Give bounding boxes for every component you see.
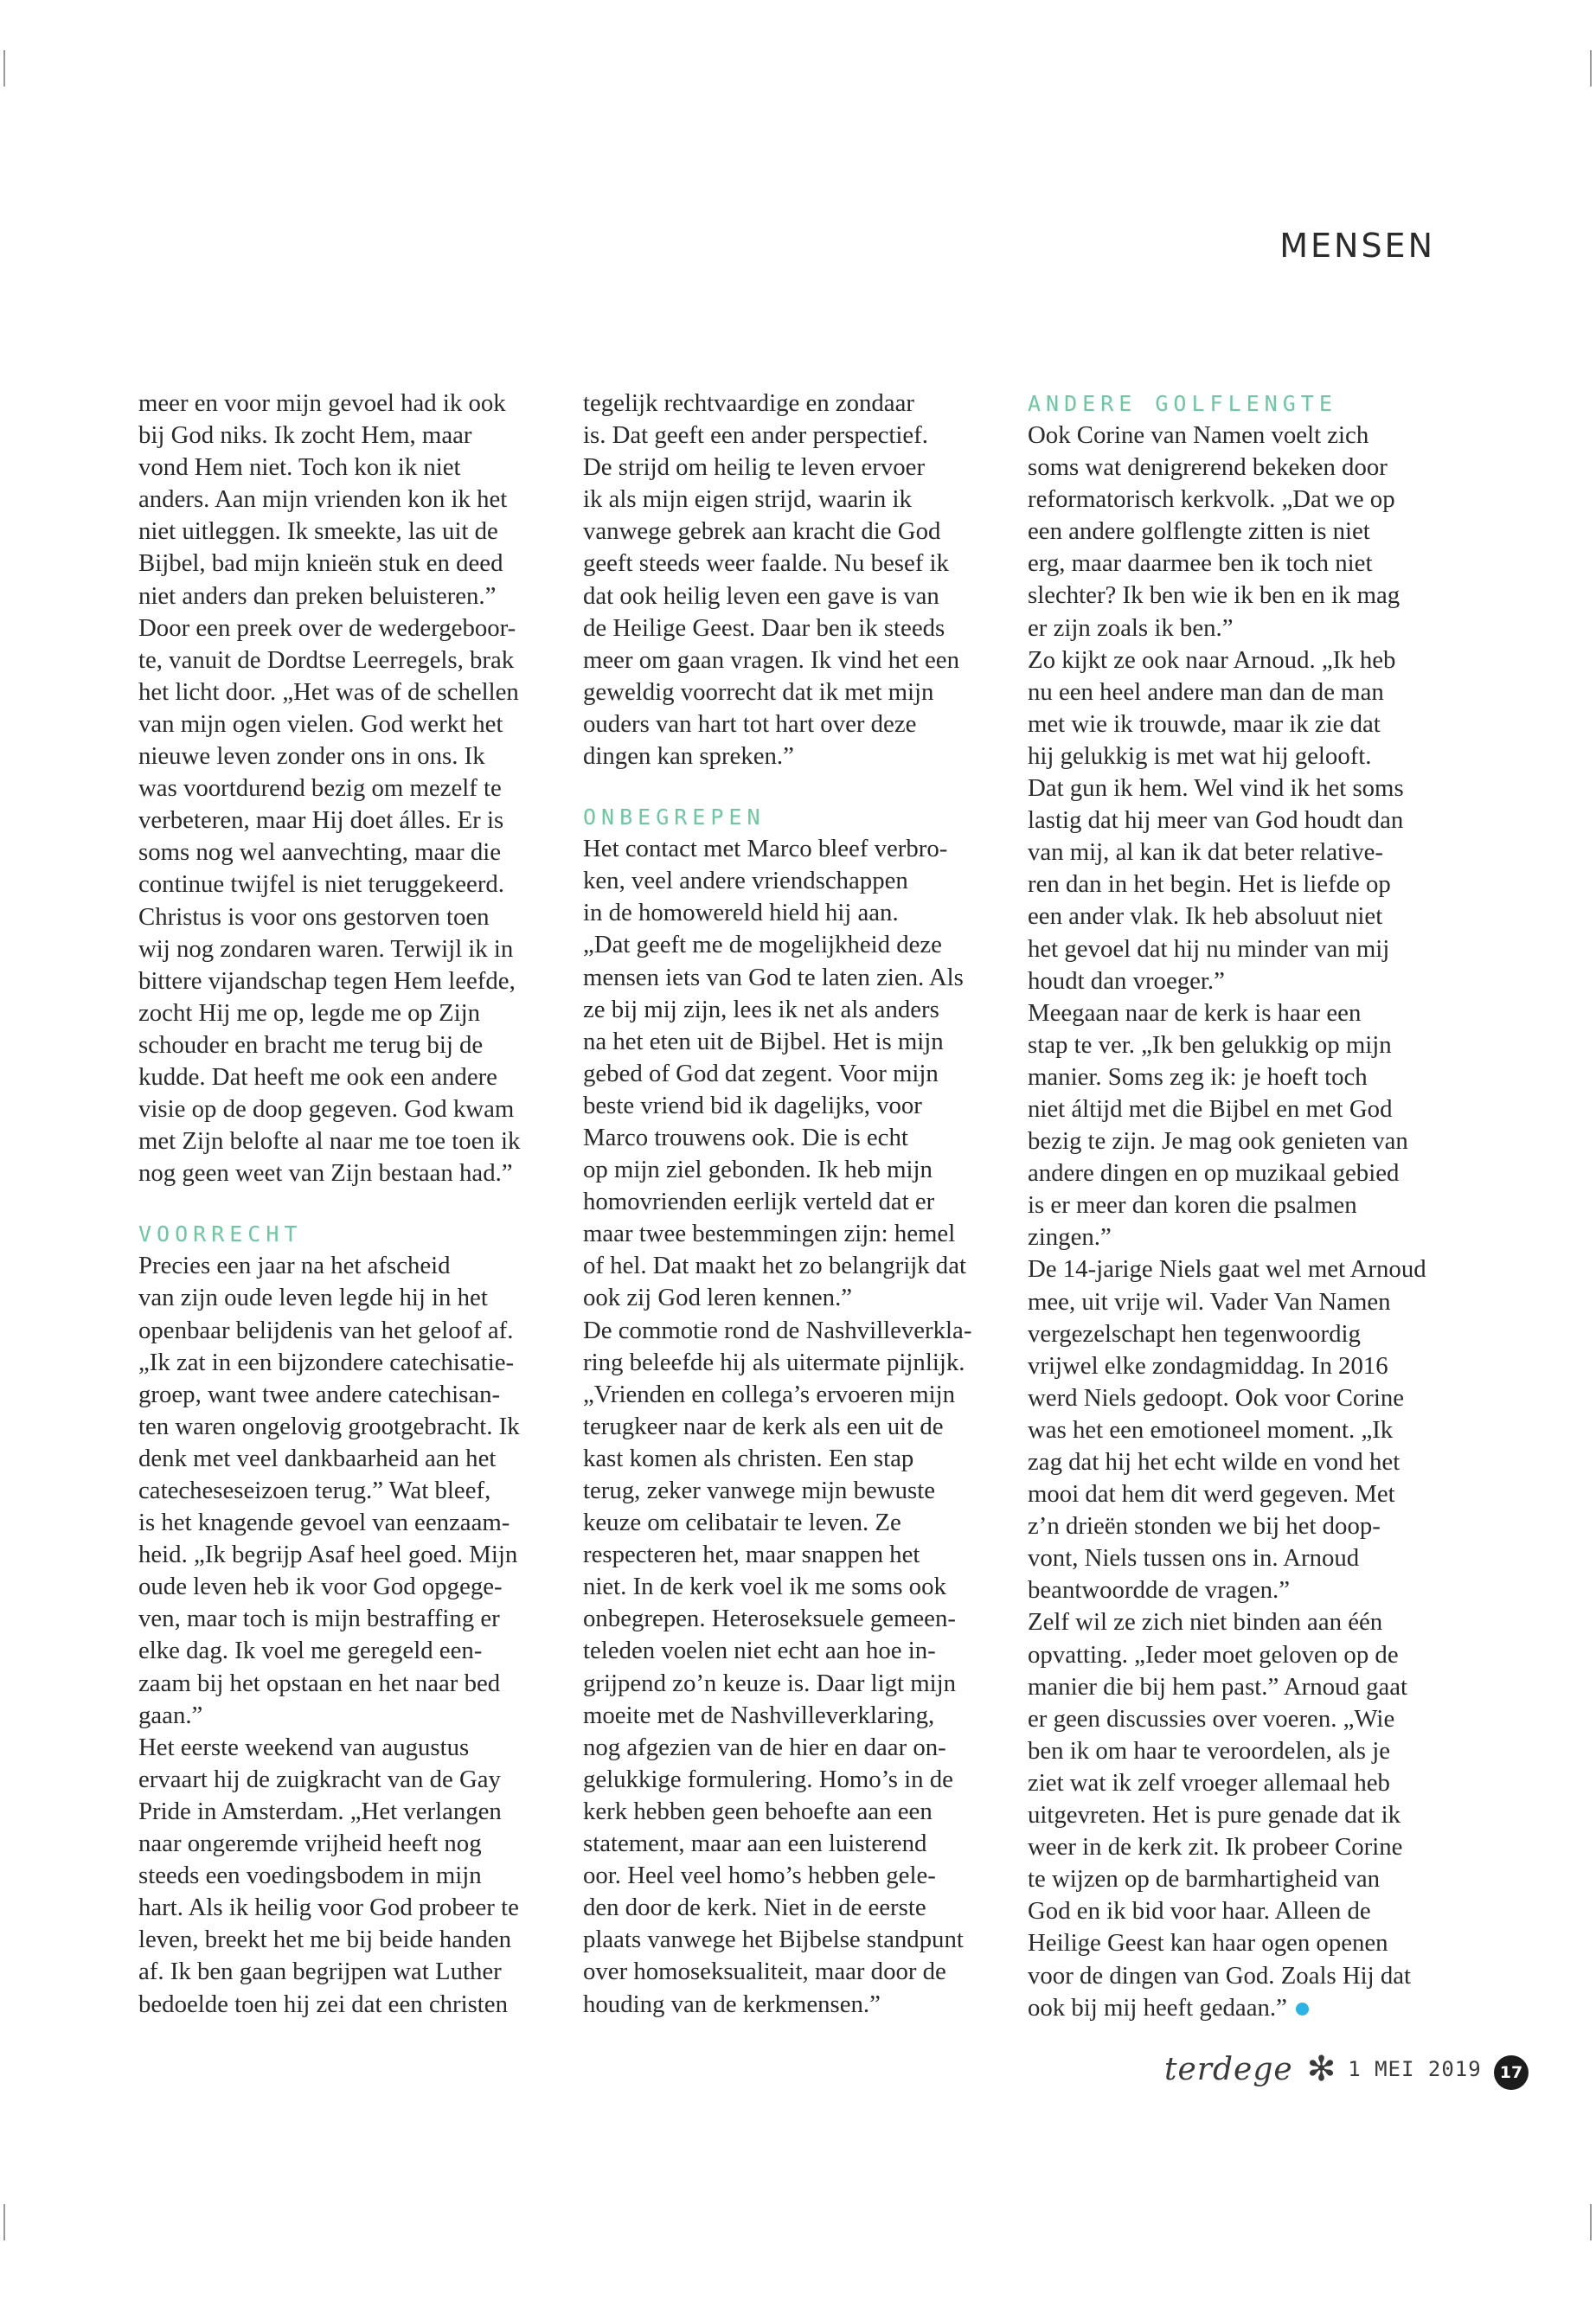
end-dot-icon bbox=[1296, 2003, 1309, 2016]
crop-mark-bottom-right bbox=[1590, 2204, 1592, 2240]
subheading-andere-golflengte: ANDERE GOLFLENGTE bbox=[1028, 391, 1337, 416]
subheading-voorrecht: VOORRECHT bbox=[138, 1221, 303, 1247]
page-number: 17 bbox=[1494, 2055, 1529, 2090]
asterisk-separator-icon: ✻ bbox=[1306, 2049, 1336, 2089]
body-paragraph: Het contact met Marco bleef verbro- ken, veel andere vriendschappen in de homowereld hield hij aan. „Dat geeft me de mogelijkheid deze mensen iets van God te laten zien. Als ze bij mij zijn, lees ik net als anders na het eten uit de Bijbel. Het is mijn gebed of God dat zegent. Voor mijn beste vriend bid ik dagelijks, voor Marco trouwens ook. Die is echt op mijn ziel gebonden. Ik heb mijn homovrienden eerlijk verteld dat er maar twee bestemmingen zijn: hemel of hel. Dat maakt het zo belangrijk dat ook zij God leren kennen.” De commotie rond de Nashvilleverkla- ring beleefde hij als uitermate pijnlijk. „Vrienden en collega’s ervoeren mijn terugkeer naar de kerk als een uit de kast komen als christen. Een stap terug, zeker vanwege mijn bewuste keuze om celibatair te leven. Ze respecteren het, maar snappen het niet. In de kerk voel ik me soms ook onbegrepen. Heteroseksuele gemeen- teleden voelen niet echt aan hoe in- grijpend zo’n keuze is. Daar ligt mijn moeite met de Nashvilleverklaring, nog afgezien van de hier en daar on- gelukkige formulering. Homo’s in de kerk hebben geen behoefte aan een statement, maar aan een luisterend oor. Heel veel homo’s hebben gele- den door de kerk. Niet in de eerste plaats vanwege het Bijbelse standpunt over homoseksualiteit, maar door de houding van de kerkmensen.” bbox=[583, 835, 972, 2018]
column-middle bbox=[583, 388, 990, 2021]
body-paragraph: Precies een jaar na het afscheid van zijn oude leven legde hij in het openbaar belijdenis van het geloof af. „Ik zat in een bijzondere catechisatie- groep, want twee andere catechisan- ten waren ongelovig grootgebracht. Ik denk met veel dankbaarheid aan het catecheseseizoen terug.” Wat bleef, is het knagende gevoel van eenzaam- heid. „Ik begrijp Asaf heel goed. Mijn oude leven heb ik voor God opgege- ven, maar toch is mijn bestraffing er elke dag. Ik voel me geregeld een- zaam bij het opstaan en het naar bed gaan.” Het eerste weekend van augustus ervaart hij de zuigkracht van de Gay Pride in Amsterdam. „Het verlangen naar ongeremde vrijheid heeft nog steeds een voedingsbodem in mijn hart. Als ik heilig voor God probeer te leven, breekt het me bij beide handen af. Ik ben gaan begrijpen wat Luther bedoelde toen hij zei dat een christen bbox=[138, 1252, 520, 2018]
column-right bbox=[1028, 388, 1434, 2024]
body-paragraph: meer en voor mijn gevoel had ik ook bij God niks. Ik zocht Hem, maar vond Hem niet. Toch kon ik niet anders. Aan mijn vrienden kon ik het niet uitleggen. Ik smeekte, las uit de Bijbel, bad mijn knieën stuk en deed niet anders dan preken beluisteren.” Door een preek over de wedergeboor- te, vanuit de Dordtse Leerregels, brak het licht door. „Het was of de schellen van mijn ogen vielen. God werkt het nieuwe leven zonder ons in ons. Ik was voortdurend bezig om mezelf te verbeteren, maar Hij doet álles. Er is soms nog wel aanvechting, maar die continue twijfel is niet teruggekeerd. Christus is voor ons gestorven toen wij nog zondaren waren. Terwijl ik in bittere vijandschap tegen Hem leefde, zocht Hij me op, legde me op Zijn schouder en bracht me terug bij de kudde. Dat heeft me ook een andere visie op de doop gegeven. God kwam met Zijn belofte al naar me toe toen ik nog geen weet van Zijn bestaan had.” bbox=[138, 389, 521, 1188]
crop-mark-top-right bbox=[1590, 50, 1592, 87]
body-paragraph bbox=[1028, 420, 1434, 2024]
body-text: Ook Corine van Namen voelt zich soms wat denigrerend bekeken door reformatorisch kerkvolk. „Dat we op een andere golflengte zitten is niet erg, maar daarmee ben ik toch niet slechter? Ik ben wie ik ben en ik mag er zijn zoals ik ben.” Zo kijkt ze ook naar Arnoud. „Ik heb nu een heel andere man dan de man met wie ik trouwde, maar ik zie dat hij gelukkig is met wat hij gelooft. Dat gun ik hem. Wel vind ik het soms lastig dat hij meer van God houdt dan van mij, al kan ik dat beter relative- ren dan in het begin. Het is liefde op een ander vlak. Ik heb absoluut niet het gevoel dat hij nu minder van mij houdt dan vroeger.” Meegaan naar de kerk is haar een stap te ver. „Ik ben gelukkig op mijn manier. Soms zeg ik: je hoeft toch niet áltijd met die Bijbel en met God bezig te zijn. Je mag ook genieten van andere dingen en op muzikaal gebied is er meer dan koren die psalmen zingen.” De 14-jarige Niels gaat wel met Arnoud mee, uit vrije wil. Vader Van Namen vergezelschapt hen tegenwoordig vrijwel elke zondagmiddag. In 2016 werd Niels gedoopt. Ook voor Corine was het een emotioneel moment. „Ik zag dat hij het echt wilde en vond het mooi dat hem dit werd gegeven. Met z’n drieën stonden we bij het doop- vont, Niels tussen ons in. Arnoud beantwoordde de vragen.” Zelf wil ze zich niet binden aan één opvatting. „Ieder moet geloven op de manier die bij hem past.” Arnoud gaat er geen discussies over voeren. „Wie ben ik om haar te veroordelen, als je ziet wat ik zelf vroeger allemaal heb uitgevreten. Het is pure genade dat ik weer in de kerk zit. Ik probeer Corine te wijzen op de barmhartigheid van God en ik bid voor haar. Alleen de Heilige Geest kan haar ogen openen voor de dingen van God. Zoals Hij dat ook bij mij heeft gedaan.” bbox=[1028, 421, 1426, 2022]
issue-date: 1 MEI 2019 bbox=[1348, 2057, 1482, 2081]
footer bbox=[1164, 2048, 1482, 2090]
column-left bbox=[138, 388, 545, 2021]
crop-mark-top-left bbox=[3, 50, 5, 87]
section-label: MENSEN bbox=[1279, 227, 1435, 265]
body-paragraph: tegelijk rechtvaardige en zondaar is. Dat geeft een ander perspectief. De strijd om heilig te leven ervoer ik als mijn eigen strijd, waarin ik vanwege gebrek aan kracht die God geeft steeds weer faalde. Nu besef ik dat ook heilig leven een gave is van de Heilige Geest. Daar ben ik steeds meer om gaan vragen. Ik vind het een geweldig voorrecht dat ik met mijn ouders van hart tot hart over deze dingen kan spreken.” bbox=[583, 389, 959, 771]
subheading-onbegrepen: ONBEGREPEN bbox=[583, 804, 766, 830]
crop-mark-bottom-left bbox=[3, 2204, 5, 2240]
magazine-logo: terdege bbox=[1164, 2051, 1293, 2087]
